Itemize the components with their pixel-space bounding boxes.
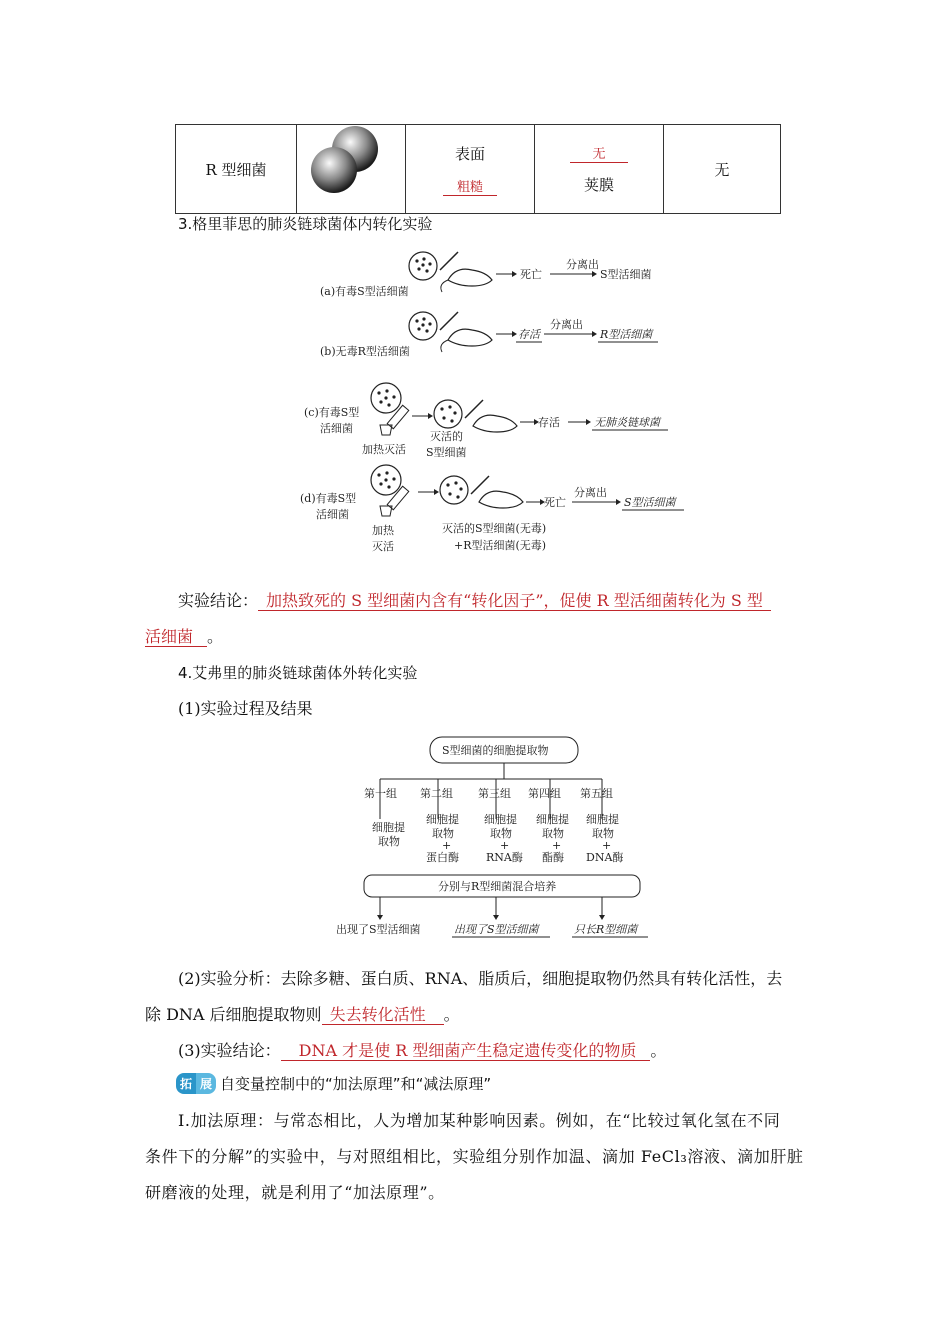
syringe-icon: [440, 252, 458, 270]
fig-d-heat1: 加热: [372, 524, 394, 537]
badge-tuo: 拓: [176, 1073, 196, 1094]
g4-line3: +: [552, 839, 562, 852]
petri-dish-icon: [440, 476, 468, 504]
row-label: R 型细菌: [176, 125, 297, 214]
section3-conclusion-2: [145, 624, 223, 650]
fig-c-label2: 活细菌: [320, 422, 353, 435]
g2-line3: +: [442, 839, 452, 852]
extension-p1: Ⅰ.加法原理：与常态相比，人为增加某种影响因素。例如，在“比较过氧化氢在不同: [178, 1111, 781, 1130]
g3-line2: 取物: [490, 827, 512, 840]
mouse-icon: [448, 269, 492, 286]
section4-title: 4.艾弗里的肺炎链球菌体外转化实验: [178, 664, 418, 682]
extension-p2: 条件下的分解”的实验中，与对照组相比，实验组分别作加温、滴加 FeCl₃溶液、滴加肝脏: [145, 1147, 804, 1166]
section4-sub1: (1)实验过程及结果: [178, 699, 313, 718]
fig-d-sep: 分离出: [574, 486, 607, 499]
fig-a-sep: 分离出: [566, 258, 599, 271]
analysis-prefix: 除 DNA 后细胞提取物则: [145, 1005, 322, 1024]
g2-line1: 细胞提: [426, 813, 459, 826]
virulence-cell: 无: [664, 125, 781, 214]
fig-top: S型细菌的细胞提取物: [442, 744, 549, 757]
analysis-line2: [145, 1002, 460, 1028]
fig-d-label1: (d)有毒S型: [300, 492, 357, 505]
group-4: 第四组: [528, 787, 561, 800]
concl-answer: DNA 才是使 R 型细菌产生稳定遗传变化的物质: [281, 1041, 651, 1061]
g4-line4: 酯酶: [542, 851, 564, 864]
g4-line1: 细胞提: [536, 813, 569, 826]
fig-d-result: 死亡: [544, 496, 566, 509]
extension-title: 自变量控制中的“加法原理”和“减法原理”: [220, 1074, 492, 1093]
g5-line1: 细胞提: [586, 813, 619, 826]
capsule-label: 荚膜: [583, 176, 614, 194]
analysis-answer: 失去转化活性: [322, 1005, 444, 1025]
fig-res3: 只长R型细菌: [574, 923, 638, 936]
avery-figure: [330, 733, 660, 943]
surface-label: 表面: [454, 145, 485, 163]
g2-line2: 取物: [432, 827, 454, 840]
g2-line4: 蛋白酶: [426, 851, 459, 864]
fig-c-dead2: S型细菌: [426, 446, 467, 459]
fig-c-dead1: 灭活的: [430, 430, 463, 443]
fig-c-label1: (c)有毒S型: [304, 406, 360, 419]
bacteria-dots-icon: [415, 257, 431, 272]
g5-line2: 取物: [592, 827, 614, 840]
fig-c-out: 无肺炎链球菌: [594, 416, 660, 429]
fig-b-result: 存活: [518, 328, 540, 341]
fig-d-mix2: +R型活细菌(无毒): [454, 539, 547, 552]
fig-d-mix1: 灭活的S型细菌(无毒): [442, 522, 547, 535]
conclusion-answer-line1: 加热致死的 S 型细菌内含有“转化因子”，促使 R 型活细菌转化为 S 型: [258, 591, 771, 611]
mouse-icon: [479, 491, 523, 508]
surface-answer: 粗糙: [443, 180, 497, 196]
fig-a-label: (a)有毒S型活细菌: [320, 285, 409, 298]
g4-line2: 取物: [542, 827, 564, 840]
conclusion-answer-line2: 活细菌: [145, 627, 207, 647]
fig-mix: 分别与R型细菌混合培养: [438, 880, 557, 893]
concl-label: (3)实验结论：: [178, 1041, 281, 1060]
capsule-cell: [535, 125, 664, 214]
table-row: [176, 125, 781, 214]
g1-line1: 细胞提: [372, 821, 405, 834]
group-1: 第一组: [364, 787, 397, 800]
syringe-icon: [440, 312, 458, 330]
g1-line2: 取物: [378, 835, 400, 848]
surface-cell: [406, 125, 535, 214]
fig-res1: 出现了S型活细菌: [336, 923, 421, 936]
group-3: 第三组: [478, 787, 511, 800]
g3-line4: RNA酶: [486, 851, 523, 864]
bacteria-image-cell: [297, 125, 406, 214]
fig-res2: 出现了S型活细菌: [454, 923, 539, 936]
mouse-icon: [473, 415, 517, 432]
fig-b-label: (b)无毒R型活细菌: [320, 345, 410, 358]
concl-end: 。: [650, 1041, 667, 1060]
capsule-answer: 无: [570, 147, 627, 163]
extension-header: [176, 1072, 491, 1094]
fig-c-result: 存活: [538, 416, 560, 429]
fig-d-label2: 活细菌: [316, 508, 349, 521]
mouse-icon: [448, 329, 492, 346]
syringe-icon: [471, 476, 489, 494]
g5-line4: DNA酶: [586, 851, 624, 864]
g3-line3: +: [500, 839, 510, 852]
fig-c-heat: 加热灭活: [362, 443, 406, 456]
badge-zhan: 展: [196, 1073, 216, 1094]
g5-line3: +: [602, 839, 612, 852]
section3-conclusion: [178, 588, 771, 614]
fig-a-out: S型活细菌: [600, 268, 652, 281]
fig-d-out: S型活细菌: [624, 496, 676, 509]
section4-conclusion: [178, 1038, 666, 1064]
griffith-figure: [290, 240, 710, 560]
group-5: 第五组: [580, 787, 613, 800]
r-bacteria-image: [297, 125, 405, 209]
analysis-line1: (2)实验分析：去除多糖、蛋白质、RNA、脂质后，细胞提取物仍然具有转化活性，去: [178, 969, 783, 988]
g3-line1: 细胞提: [484, 813, 517, 826]
fig-a-result: 死亡: [520, 268, 542, 281]
conclusion-end: 。: [207, 627, 224, 646]
fig-b-out: R型活细菌: [600, 328, 653, 341]
syringe-icon: [465, 400, 483, 418]
fig-d-heat2: 灭活: [372, 540, 394, 553]
fig-b-sep: 分离出: [550, 318, 583, 331]
bacteria-table: [175, 124, 781, 214]
group-2: 第二组: [420, 787, 453, 800]
conclusion-label: 实验结论：: [178, 591, 259, 610]
section3-title: 3.格里菲思的肺炎链球菌体内转化实验: [178, 215, 433, 233]
analysis-end: 。: [443, 1005, 460, 1024]
extension-p3: 研磨液的处理，就是利用了“加法原理”。: [145, 1183, 445, 1202]
petri-dish-icon: [434, 400, 462, 428]
